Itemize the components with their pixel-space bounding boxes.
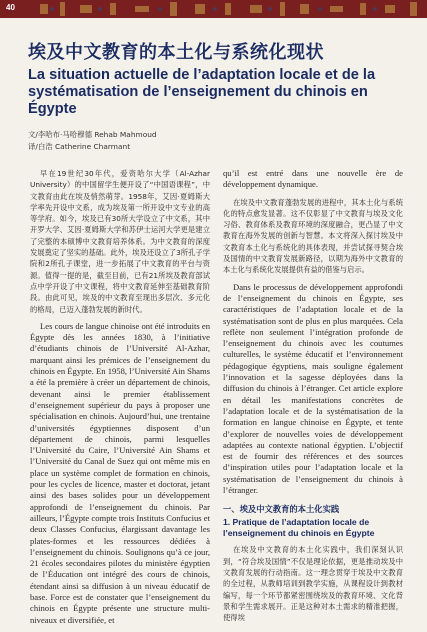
left-column [30, 168, 210, 632]
section-paragraph-chinese: 在埃及中文教育的本土化实践中，我们深刻认识到，“符合埃及国情”不仅是理论依据，更是推动埃及中文教育发展的行动指南。这一理念贯穿于埃及中文教育的全过程，从教师培训到教学实施，从课程设计到教材编写，每一个环节都紧密围绕埃及的教育环境、文化背景和学生需求展开。正是这种对本土需求的精准把握，使得埃 [223, 545, 403, 623]
decorative-header-band [0, 0, 427, 18]
section-heading-chinese: 一、埃及中文教育的本土化实践 [223, 504, 340, 515]
author-line: 文/李哈布·马哈穆德 Rehab Mahmoud [28, 130, 157, 139]
intro-paragraph-french: Les cours de langue chinoise ont été introduits en Égypte dès les années 1830, à l’initiative d’étudiants chinois de l’Université Al-Azhar, marquant ainsi les prémices de l’enseignement du chinois en Égypte. En 1958, l’Université Ain Shams a été la première à créer un département de chinois, devenant ainsi le premier établissement d’enseignement supérieur du pays à proposer une spécialisation en chinois. Aujourd’hui, une trentaine d’universités égyptiennes disposent d’un département de chinois, parmi lesquelles l’Université du Caire, l’Université Ain Shams et l’Université du Canal de Suez qui ont même mis en place un système complet de formation en chinois, pour les cycles de licence, master et doctorat, jetant ainsi des bases solides pour un développement approfondi de l’enseignement du chinois. Par ailleurs, l’Égypte compte trois Instituts Confucius et deux Classes Confucius, élargissant davantage les plates-formes et les ressources dédiées à l’enseignement du chinois. Soulignons qu’à ce jour, 21 écoles secondaires pilotes du ministère égyptien de l’Éducation ont intégré des cours de chinois, étendant ainsi sa diffusion à un niveau éducatif de base. Force est de constater que l’enseignement du chinois en Égypte présente une structure multi-niveaux et diversifiée, et [30, 320, 210, 625]
article-title-chinese: 埃及中文教育的本土化与系统化现状 [28, 42, 324, 63]
intro-paragraph-french-continued: qu’il est entré dans une nouvelle ère de développement dynamique. [223, 168, 403, 190]
author-credits [28, 129, 157, 153]
page-number: 40 [6, 3, 15, 12]
section-heading-french: 1. Pratique de l’adaptation locale de l’enseignement du chinois en Égypte [223, 517, 375, 538]
translator-line: 译/白浩 Catherine Charmant [28, 142, 131, 151]
article-title-french: La situation actuelle de l’adaptation locale et de la systématisation de l’enseignement du chinois en Égypte [28, 67, 376, 117]
localization-paragraph-chinese: 在埃及中文教育蓬勃发展的进程中，其本土化与系统化的特点愈发显著。这不仅彰显了中文教育与埃及文化习俗、教育体系及教育环境的深度融合，更凸显了中文教育在海外发展的创新与智慧。本文将深入探讨埃及中文教育本土化与系统化的具体表现，并尝试探寻契合埃及国情的中文教育发展新路径，以期为海外中文教育的本土化与系统化发展提供有益的借鉴与启示。 [223, 197, 403, 275]
intro-paragraph-chinese: 早在19世纪30年代，爱资哈尔大学（Al-Azhar University）的中国留学生便开设了“中国语课程”，中文教育由此在埃及悄然萌芽。1958年，艾因·夏姆斯大学率先开设中文系，成为埃及第一所开设中文专业的高等学府。如今，埃及已有30所大学设立了中文系，其中开罗大学、艾因·夏姆斯大学和苏伊士运河大学更是建立了完整的本硕博中文教育培养体系。为中文教育的深度发展奠定了坚实的基础。此外，埃及还设立了3所孔子学院和2所孔子课堂，进一步拓展了中文教育的平台与资源。值得一提的是，截至目前，已有21所埃及教育部试点中学开设了中文课程，将中文教育延伸至基础教育阶段。由此可见，埃及的中文教育至现出多层次、多元化的格局，已迈入蓬勃发展的新时代。 [30, 169, 210, 314]
localization-paragraph-french: Dans le processus de développement approfondi de l’enseignement du chinois en Égypte, ses caractéristiques de l’adaptation locale et de la systématisation sont de plus en plus marquées. Cela reflète non seulement l’intégration profonde de l’enseignement du chinois avec les coutumes culturelles, le système éducatif et l’environnement pédagogique égyptiens, mais souligne également l’innovation et la sagesse déployées dans la diffusion du chinois à l’étranger. Cet article explore en détail les manifestations concrètes de l’adaptation locale et de la systématisation de la formation en langue chinoise en Égypte, et tente d’explorer de nouvelles voies de développement adaptées au contexte national égyptien. L’objectif est de fournir des références et des sources d’inspiration utiles pour l’adaptation locale et la systématisation de l’enseignement du chinois à l’étranger. [223, 281, 403, 496]
right-column [223, 168, 403, 629]
